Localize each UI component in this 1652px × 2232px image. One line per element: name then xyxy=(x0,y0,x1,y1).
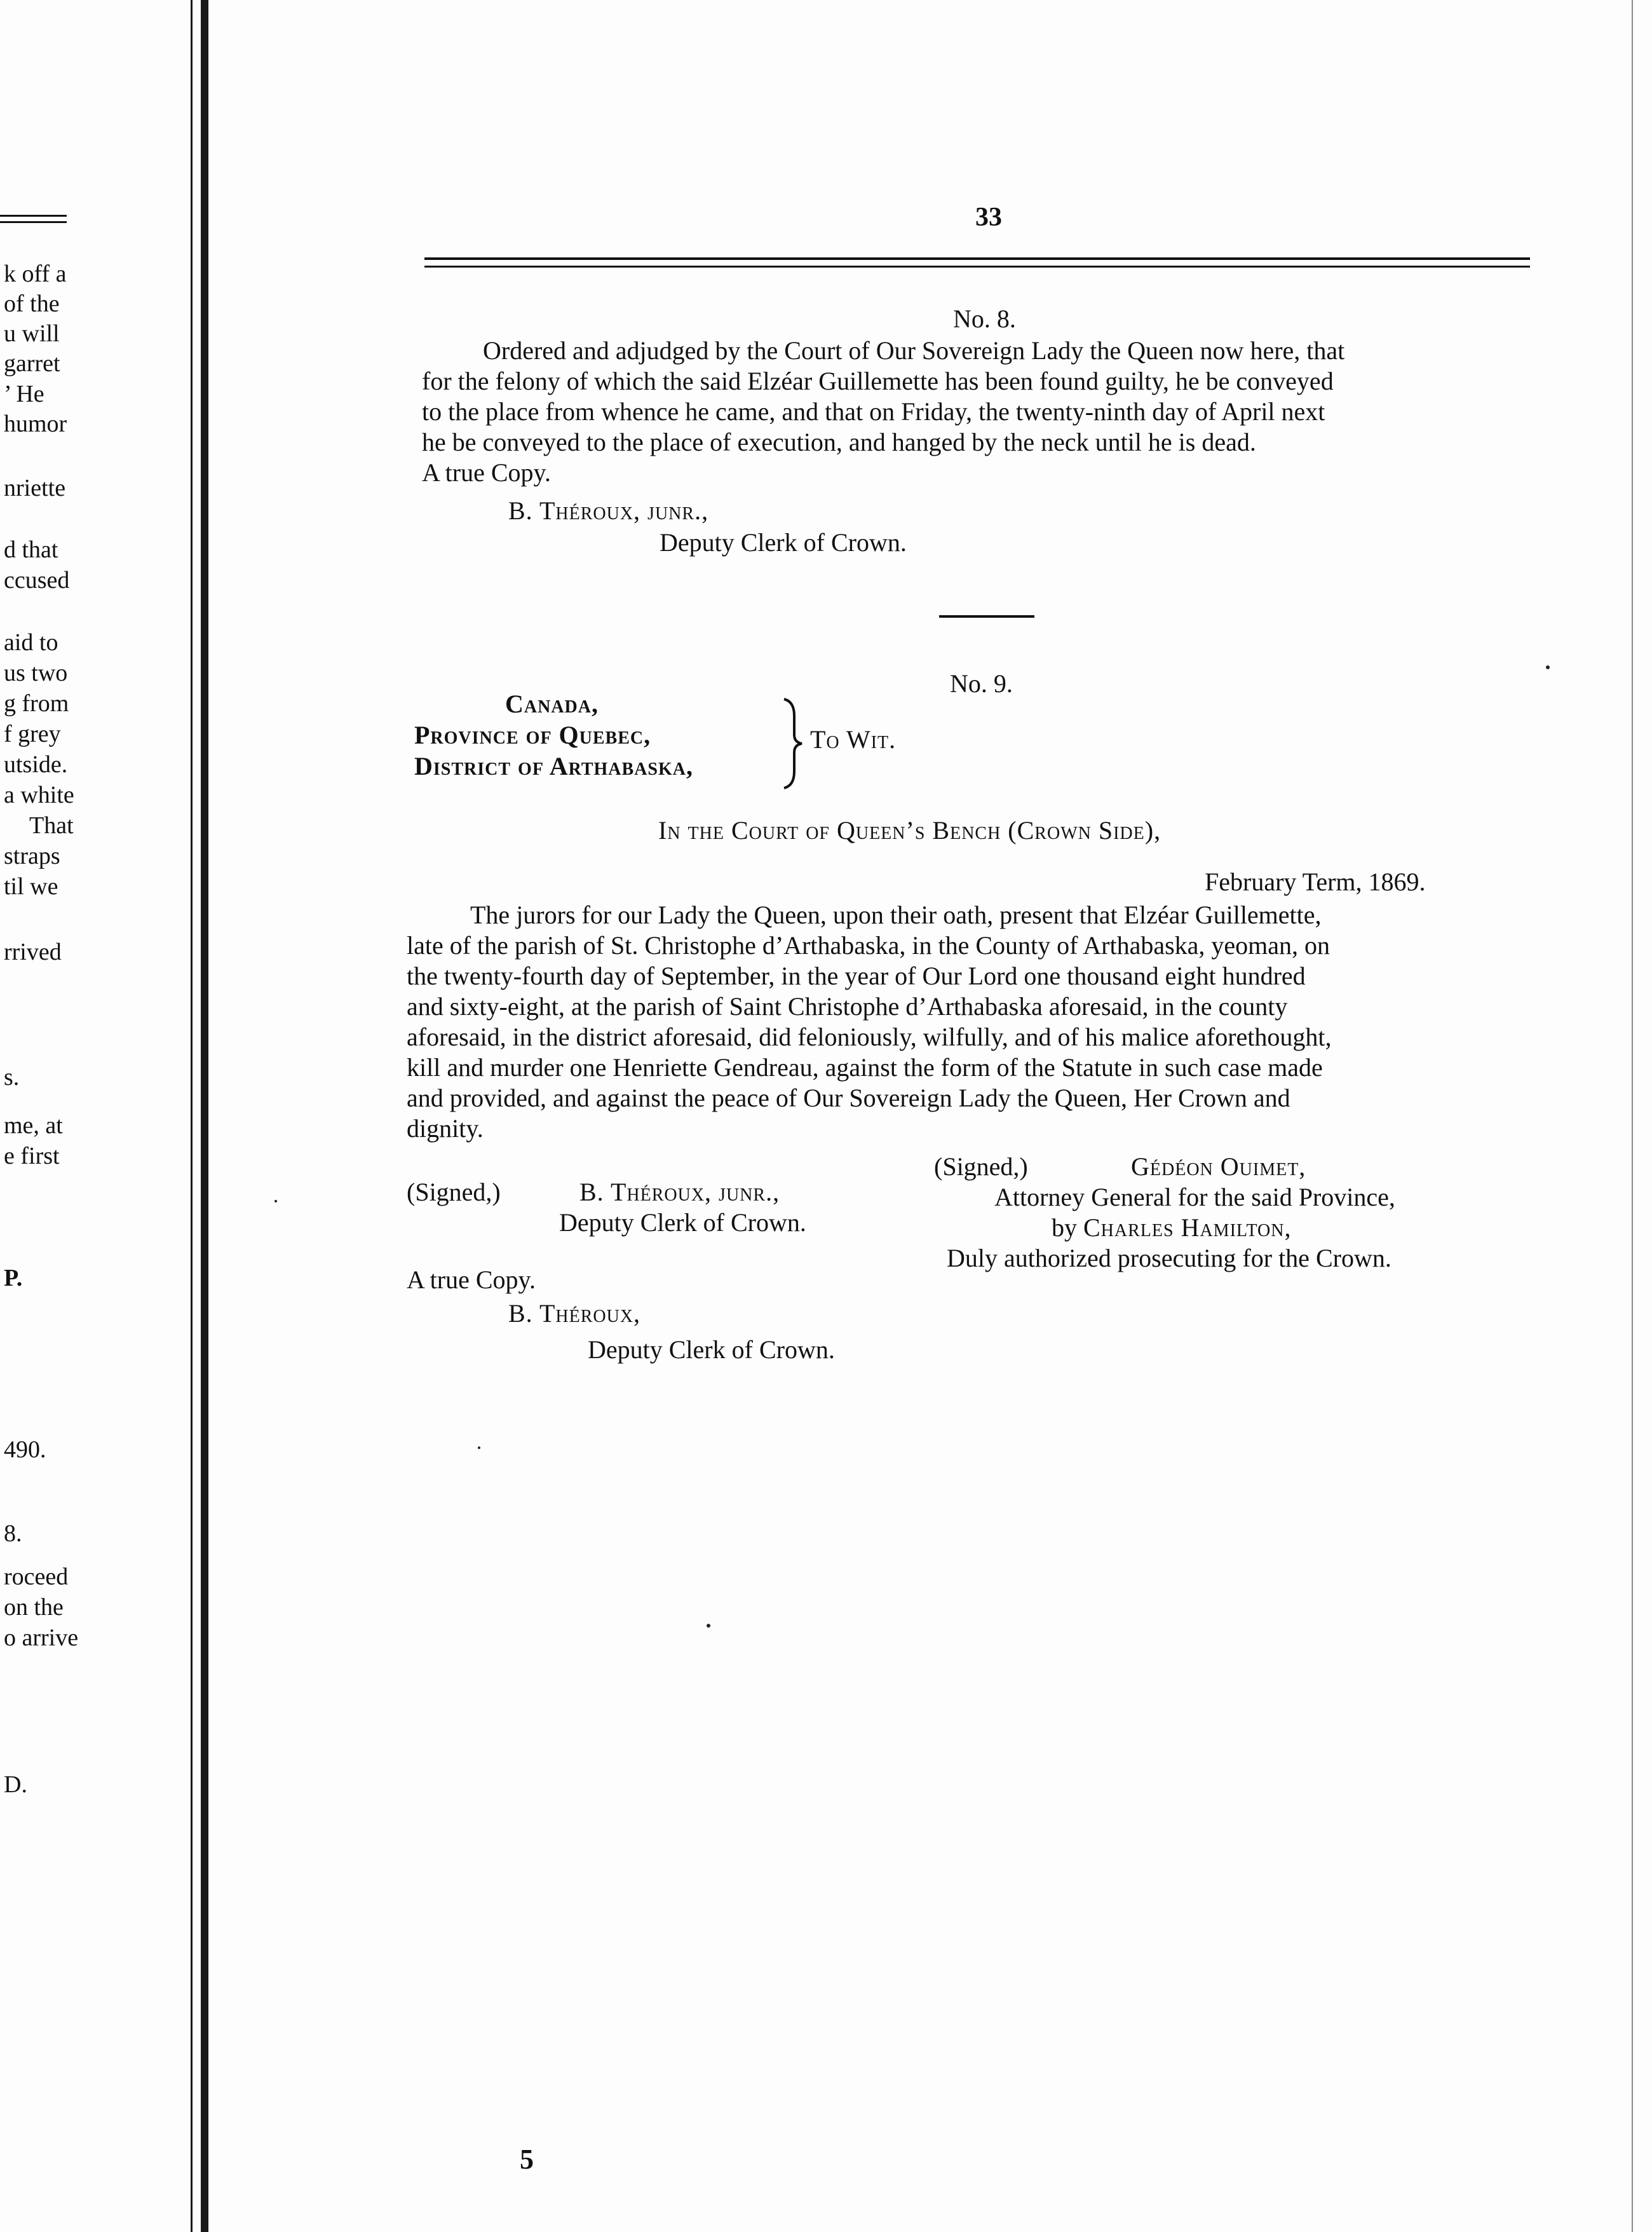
left-page-rule xyxy=(0,221,67,223)
left-fragment: on the xyxy=(4,1594,64,1621)
scan-speck xyxy=(1546,665,1550,669)
left-page-rule xyxy=(0,215,67,217)
scan-speck xyxy=(707,1624,710,1628)
doc9-venue-canada: Canada, xyxy=(505,690,599,718)
doc9-line: late of the parish of St. Christophe d’Arthabaska, in the County of Arthabaska, yeoman, on xyxy=(407,931,1330,960)
doc9-copy-signer: B. Théroux, xyxy=(508,1299,641,1328)
doc8-signer-title: Deputy Clerk of Crown. xyxy=(660,528,907,557)
left-facing-page xyxy=(0,0,191,2232)
doc8-line: he be conveyed to the place of execution, and hanged by the neck until he is dead. xyxy=(422,428,1256,456)
doc9-signed-right-by: by xyxy=(1052,1213,1077,1242)
doc9-line: dignity. xyxy=(407,1114,484,1143)
doc9-line: and sixty-eight, at the parish of Saint Christophe d’Arthabaska aforesaid, in the county xyxy=(407,992,1288,1021)
gutter-binding xyxy=(201,0,208,2232)
left-fragment: ’ He xyxy=(4,381,44,407)
left-fragment: of the xyxy=(4,290,60,317)
left-fragment: aid to xyxy=(4,629,58,656)
left-fragment: a white xyxy=(4,782,74,808)
doc8-line: Ordered and adjudged by the Court of Our Sovereign Lady the Queen now here, that xyxy=(483,336,1345,365)
doc8-signer: B. Théroux, junr., xyxy=(508,496,709,525)
doc9-venue-province: Province of Quebec, xyxy=(414,721,651,749)
left-fragment: s. xyxy=(4,1064,20,1091)
left-fragment: til we xyxy=(4,873,58,900)
left-fragment: me, at xyxy=(4,1112,63,1139)
doc9-signed-right-label: (Signed,) xyxy=(934,1152,1028,1181)
page-number: 33 xyxy=(975,203,1002,232)
left-fragment: P. xyxy=(4,1265,23,1291)
doc9-signed-right-line3 xyxy=(1052,1213,1291,1243)
doc9-line: kill and murder one Henriette Gendreau, against the form of the Statute in such case made xyxy=(407,1053,1323,1082)
left-fragment: 490. xyxy=(4,1436,46,1463)
left-fragment: f grey xyxy=(4,721,61,747)
section-divider xyxy=(939,615,1034,618)
curly-brace-icon xyxy=(780,697,806,791)
doc9-to-wit: To Wit. xyxy=(810,725,897,754)
left-fragment: o arrive xyxy=(4,1624,79,1651)
header-rule-top xyxy=(424,257,1530,260)
doc9-line: The jurors for our Lady the Queen, upon their oath, present that Elzéar Guillemette, xyxy=(470,901,1322,929)
left-fragment: D. xyxy=(4,1771,27,1798)
left-fragment: ccused xyxy=(4,567,70,594)
doc9-true-copy: A true Copy. xyxy=(407,1265,536,1294)
left-fragment: us two xyxy=(4,660,68,686)
left-fragment: garret xyxy=(4,350,60,377)
left-fragment: utside. xyxy=(4,751,68,778)
scan-speck xyxy=(274,1200,277,1202)
doc9-signed-right-prosecutor: Charles Hamilton, xyxy=(1083,1213,1292,1242)
doc9-copy-signer-title: Deputy Clerk of Crown. xyxy=(588,1335,835,1364)
gutter-line xyxy=(191,0,193,2232)
doc9-signed-right-name: Gédéon Ouimet, xyxy=(1131,1152,1306,1181)
doc9-signed-right-line4: Duly authorized prosecuting for the Crown. xyxy=(947,1244,1391,1272)
left-fragment: That xyxy=(29,812,74,839)
left-fragment: e first xyxy=(4,1143,60,1169)
left-fragment: k off a xyxy=(4,261,67,287)
doc8-line: for the felony of which the said Elzéar Guillemette has been found guilty, he be conveyed xyxy=(422,367,1334,395)
doc9-line: and provided, and against the peace of Our Sovereign Lady the Queen, Her Crown and xyxy=(407,1084,1290,1112)
doc9-signed-right-line2: Attorney General for the said Province, xyxy=(994,1183,1395,1211)
doc9-signed-left-name: B. Théroux, junr., xyxy=(579,1178,780,1206)
left-fragment: rrived xyxy=(4,939,62,965)
left-fragment: nriette xyxy=(4,475,66,501)
doc9-line: the twenty-fourth day of September, in the year of Our Lord one thousand eight hundred xyxy=(407,962,1306,990)
left-fragment: roceed xyxy=(4,1563,69,1590)
doc9-term: February Term, 1869. xyxy=(1205,868,1426,896)
doc9-heading: No. 9. xyxy=(950,669,1013,698)
left-fragment: humor xyxy=(4,411,67,437)
doc8-heading: No. 8. xyxy=(953,304,1016,333)
doc9-signed-left-label: (Signed,) xyxy=(407,1178,501,1206)
printer-signature-mark: 5 xyxy=(520,2144,534,2175)
left-fragment: u will xyxy=(4,320,60,347)
doc9-signed-left-title: Deputy Clerk of Crown. xyxy=(559,1208,806,1237)
left-fragment: d that xyxy=(4,536,58,563)
left-fragment: 8. xyxy=(4,1520,22,1547)
scan-speck xyxy=(478,1446,480,1449)
doc9-line: aforesaid, in the district aforesaid, did feloniously, wilfully, and of his malice aforethought, xyxy=(407,1023,1332,1051)
doc8-true-copy: A true Copy. xyxy=(422,458,551,487)
left-fragment: g from xyxy=(4,690,69,717)
page-edge-line xyxy=(1632,0,1633,2232)
doc8-line: to the place from whence he came, and that on Friday, the twenty-ninth day of April next xyxy=(422,397,1325,426)
header-rule-bottom xyxy=(424,266,1530,268)
doc9-venue-district: District of Arthabaska, xyxy=(414,752,693,780)
left-fragment: straps xyxy=(4,843,60,869)
doc9-court: In the Court of Queen’s Bench (Crown Side), xyxy=(658,816,1161,845)
